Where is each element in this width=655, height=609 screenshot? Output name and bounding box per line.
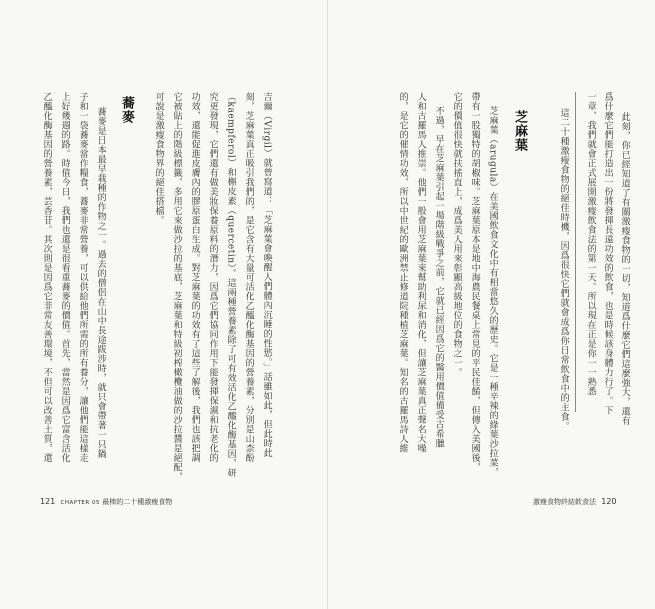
page-footer [37,497,172,507]
text-column: 芝麻葉（arugula）在美國飲食文化中有相當悠久的歷史。它是一種辛辣的綠葉沙拉菜， [487,106,498,478]
chapter-label: CHAPTER 05 [60,500,100,506]
text-column: 不過，早在芝麻葉引起一場階級戰爭之前，它就已經因爲它的醫用價值備受古希臘 [433,106,444,448]
running-title: 激瘦食物終結飲食法 [533,498,596,506]
intro-column: 一章，我們就會正式展開激瘦飲食法的第一天。所以現在正是你一一熟悉 [585,92,596,396]
section-heading: 芝麻葉 [512,110,527,152]
section-heading: 蕎麥 [119,96,134,124]
text-column: （kaempferol）和槲皮素（quercetin）。這兩種營養素除了可有效活化乙醯化酶基因，研 [225,92,236,478]
text-column: 的，是它的催情功效，所以中世紀的歐洲禁止修道院種植芝麻葉。知名的古羅馬詩人維 [397,92,408,453]
text-column: 蕎麥是日本最早栽種的作物之一。過去的僧侶在山中長途跋涉時，就只會帶著一只鍋 [95,107,106,459]
text-column: 人和古羅馬人推崇。他們一般會用芝麻葉來幫助利尿和消化，但讓芝麻葉真正聲名大噪 [415,92,426,453]
running-title: 最棒的二十種激瘦食物 [102,498,173,506]
page-footer [533,497,620,507]
text-column: 上好幾週的路。時值今日，我們也還是很看重蕎麥的價值。首先，當然是因爲它富含活化 [59,92,70,463]
intro-column: 爲什麼它們能打造出一份將發揮長遠功效的飲食，也是時候該身體力行了。下 [602,92,613,415]
text-column: 帶有一股獨特的胡椒味。芝麻葉原本是地中海農民餐桌上常見的平民佳餚，但傳入美國後， [469,92,480,472]
text-column: 子和一袋蕎麥當作糧食，蕎麥非常營養，可以供給他們所需的所有養分，讓他們能這樣走 [77,92,88,463]
page-number: 121 [40,497,56,506]
right-page [328,0,655,609]
page-number: 120 [601,497,617,506]
intro-rule [575,92,576,412]
text-column: 它的價值很快就扶搖直上，成爲美人用來彰顯高級地位的食物之一。 [451,92,462,377]
text-column: 究更發現，它們還有做美妝保養原料的潛力，因爲它們協同作用下能發揮保濕和抗老化的 [207,92,218,463]
text-column: 它被貼上的階級標籤，多用它來做沙拉的基底，芝麻葉和特級初榨橄欖油做的沙拉醬是絕配， [171,92,182,482]
text-column: 吉爾（Virgil）就曾寫道：「芝麻葉會喚醒人們體內沉睡的性慾。」話雖如此，但此時此 [261,92,272,458]
intro-column: 這二十種激瘦食物的絕佳時機，因爲很快它們就會成爲你日常飲食中的主食。 [558,108,569,431]
intro-column: 此刻，你已經知道了有關激瘦食物的一切，知道爲什麼它們這麼強大，還有 [619,112,630,426]
text-column: 可說是激瘦食物界的絕佳搭檔。 [153,92,164,225]
text-column: 功效，還能促進皮膚內的膠原蛋白生成。對芝麻葉的功效有了這些了解後，我們也該把調 [189,92,200,463]
text-column: 乙醯化酶基因的營養素，芸香苷。其次則是因爲它非常友善環境，不但可以改善土質，還 [41,92,52,463]
text-column: 刻，芝麻葉真正吸引我們的，是它含有大量可活化乙醯化酶基因的營養素，分別是山柰酚 [243,92,254,463]
